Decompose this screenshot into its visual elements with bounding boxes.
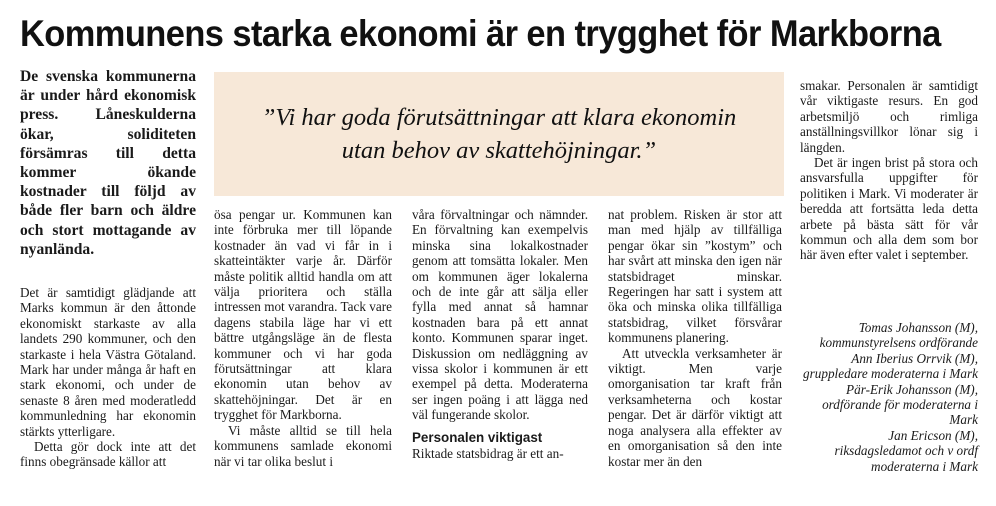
signature: Pär-Erik Johansson (M), ordförande för moderaterna i Mark bbox=[822, 381, 978, 428]
body-paragraph: nat problem. Risken är stor att man med hjälp av tillfälliga pengar ökar sin ”kostym” och har svårt att minska den igen när statsbidraget minskar. Regeringen har satt i system att öka och minska olika tillfälliga statsbidrag, vilket försvårar kommunens planering. bbox=[608, 207, 782, 346]
lede-paragraph: De svenska kommunerna är under hård ekonomisk press. Låneskulderna ökar, soliditeten försämras till detta kommer ökande kostnader till följd av både fler barn och äldre och stort mottagande av nyanlända. bbox=[20, 68, 196, 258]
column-3 bbox=[412, 207, 588, 461]
column-5 bbox=[800, 78, 978, 263]
body-paragraph: smakar. Personalen är samtidigt vår viktigaste resurs. En god arbetsmiljö och rimliga anställningsvillkor lönar sig i längden. bbox=[800, 78, 978, 155]
body-paragraph: Det är samtidigt glädjande att Marks kommun är den åttonde ekonomiskt starkaste av alla landets 290 kommuner, och den starkaste i hela Västra Götaland. Mark har under många år haft en stark ekonomi, och under de senaste 8 åren med moderatledd kommunledning har ekonomin stärkts ytterligare. bbox=[20, 285, 196, 439]
signature: Ann Iberius Orrvik (M), gruppledare moderaterna i Mark bbox=[803, 350, 978, 382]
pull-quote: ”Vi har goda förutsättningar att klara ekonomin utan behov av skattehöjningar.” bbox=[261, 104, 737, 164]
body-paragraph: Detta gör dock inte att det finns obegränsade källor att bbox=[20, 439, 196, 470]
column-4 bbox=[608, 207, 782, 469]
signature: Tomas Johansson (M), kommunstyrelsens ordförande bbox=[819, 320, 978, 351]
body-paragraph: Att utveckla verksamheter är viktigt. Men varje omorganisation tar kraft från verksamheterna och kostar pengar. Det är därför viktigt att noga analysera alla effekter av en omorganisation så den inte kostar mer än den bbox=[608, 345, 782, 469]
signature: Jan Ericson (M), riksdagsledamot och v ordf moderaterna i Mark bbox=[834, 427, 978, 474]
subheading: Personalen viktigast bbox=[412, 429, 543, 445]
body-paragraph: Det är ingen brist på stora och ansvarsfulla uppgifter för politiken i Mark. Vi moderater är beredda att fortsätta leda detta arbete på bästa sätt för vår kommun och alla dem som bor här även efter valet i september. bbox=[800, 155, 978, 263]
column-2 bbox=[214, 207, 392, 469]
body-paragraph: Riktade statsbidrag är ett an- bbox=[412, 445, 564, 461]
signature-block bbox=[800, 320, 978, 474]
body-paragraph: Vi måste alltid se till hela kommunens samlade ekonomi när vi tar olika beslut i bbox=[214, 422, 392, 469]
pull-quote-box bbox=[214, 72, 784, 196]
column-1 bbox=[20, 285, 196, 470]
body-paragraph: våra förvaltningar och nämnder. En förvaltning kan exempelvis minska sina lokalkostnader genom att tomsätta lokaler. Men om kommunen äger lokalerna och de inte går att sälja eller fylla med annat så hamnar kostnaden bara på ett annat konto. Kommunen sparar inget. Diskussion om nedläggning av vissa skolor i kommunen är ett exempel på detta. Moderaterna ser ingen poäng i att lägga ned väl fungerande skolor. bbox=[412, 207, 588, 423]
headline: Kommunens starka ekonomi är en trygghet för Markborna bbox=[20, 13, 941, 54]
body-paragraph: ösa pengar ur. Kommunen kan inte förbruka mer till löpande kostnader än vad vi får in i skatteintäkter varje år. Därför måste politik alltid handla om att välja prioritera och ställa intressen mot varandra. Tack vare dagens stabila läge har vi ett bättre utgångsläge än de flesta kommuner och vi har goda förutsättningar att klara ekonomin utan behov av skattehöjningar. Det är en trygghet för Markborna. bbox=[214, 207, 392, 423]
